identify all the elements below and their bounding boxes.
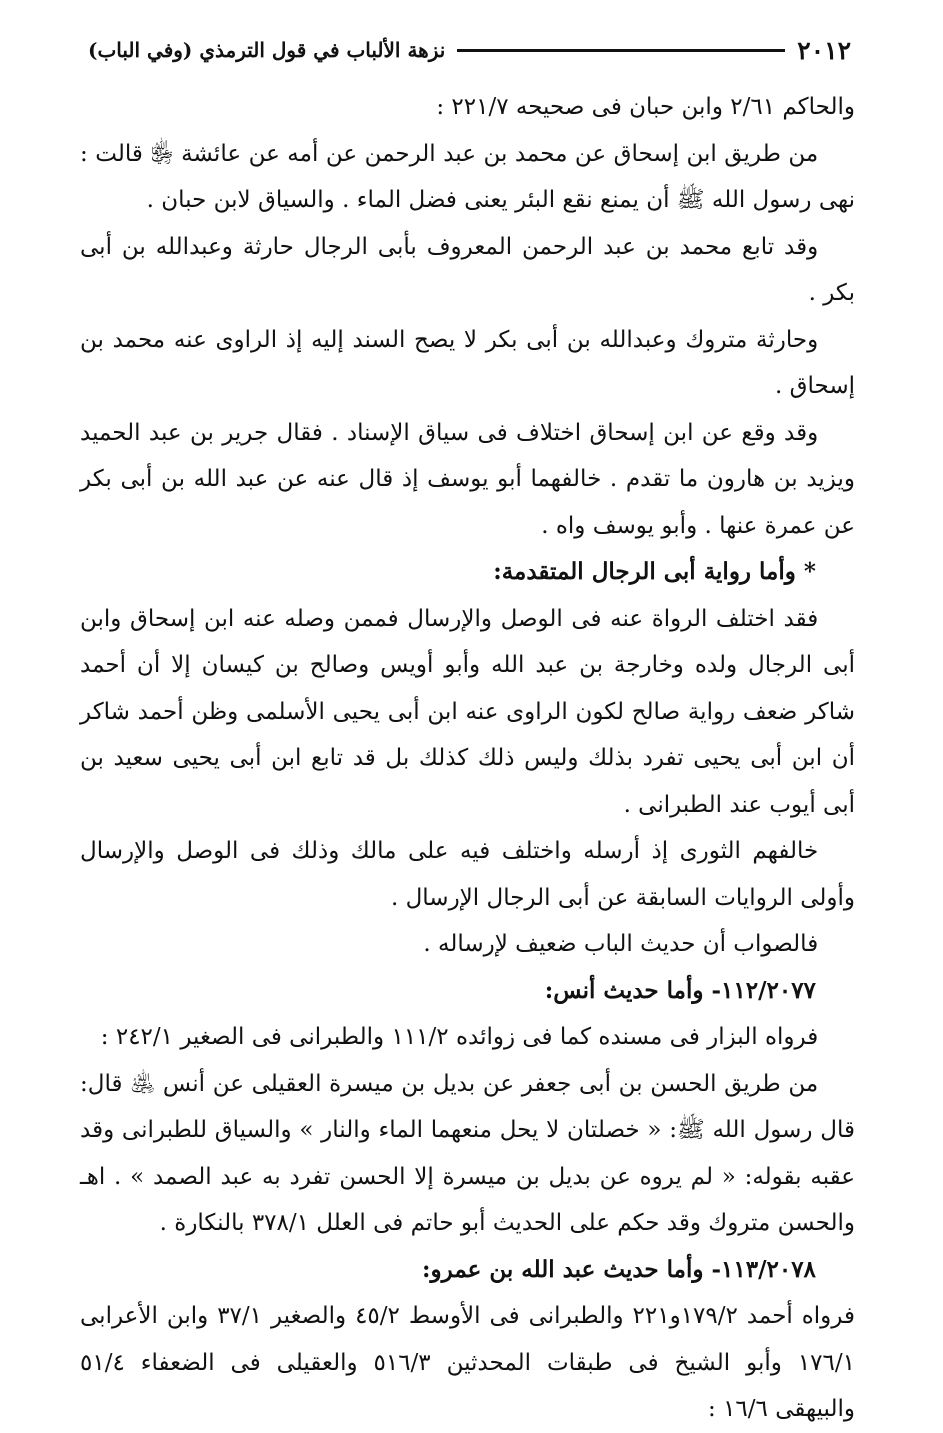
paragraph: والحاكم ٢/٦١ وابن حبان فى صحيحه ٢٢١/٧ : [436, 94, 855, 120]
paragraph: فرواه البزار فى مسنده كما فى زوائده ١١١/٢ والطبرانى فى الصغير ٢٤٢/١ : [100, 1024, 819, 1050]
paragraph: وقد تابع محمد بن عبد الرحمن المعروف بأبى الرجال حارثة وعبدالله بن أبى بكر . [80, 233, 855, 306]
section-heading: ١١٢/٢٠٧٧- وأما حديث أنس: [544, 976, 816, 1004]
page-number: ٢٠١٢ [797, 35, 851, 65]
paragraph: وقد وقع عن ابن إسحاق اختلاف فى سياق الإسناد . فقال جرير بن عبد الحميد ويزيد بن هارون ما تقدم . خالفهما أبو يوسف إذ قال عنه عن عبد الله بن أبى بكر عن عمرة عنها . وأبو يوسف واه . [80, 419, 855, 539]
body-text [80, 84, 855, 1433]
paragraph: وحارثة متروك وعبدالله بن أبى بكر لا يصح السند إليه إذ الراوى عنه محمد بن إسحاق . [80, 326, 855, 399]
paragraph: فالصواب أن حديث الباب ضعيف لإرساله . [423, 931, 819, 957]
page-header [88, 30, 851, 70]
running-title: نزهة الألباب في قول الترمذي (وفي الباب) [88, 38, 446, 62]
paragraph: من طريق ابن إسحاق عن محمد بن عبد الرحمن عن أمه عن عائشة ﵂ قالت : نهى رسول الله ﷺ أن يمنع نقع البئر يعنى فضل الماء . والسياق لابن حبان . [80, 140, 855, 213]
section-heading: ١١٣/٢٠٧٨- وأما حديث عبد الله بن عمرو: [422, 1255, 816, 1283]
header-rule [457, 49, 785, 52]
paragraph: خالفهم الثورى إذ أرسله واختلف فيه على مالك وذلك فى الوصل والإرسال وأولى الروايات السابقة عن أبى الرجال الإرسال . [80, 838, 855, 911]
section-heading: * وأما رواية أبى الرجال المتقدمة: [493, 558, 816, 585]
paragraph: فقد اختلف الرواة عنه فى الوصل والإرسال فممن وصله عنه ابن إسحاق وابن أبى الرجال ولده وخارجة بن عبد الله وأبو أويس وصالح بن كيسان إلا أن أحمد شاكر ضعف رواية صالح لكون الراوى عنه ابن أبى يحيى الأسلمى وظن أحمد شاكر أن ابن أبى يحيى تفرد بذلك وليس ذلك كذلك بل قد تابع ابن أبى يحيى سعيد بن أبى أيوب عند الطبرانى . [80, 605, 855, 818]
paragraph: فرواه أحمد ١٧٩/٢و٢٢١ والطبرانى فى الأوسط ٤٥/٢ والصغير ٣٧/١ وابن الأعرابى ١٧٦/١ وأبو الشيخ فى طبقات المحدثين ٥١٦/٣ والعقيلى فى الضعفاء ٥١/٤ والبيهقى ١٦/٦ : [80, 1303, 855, 1422]
paragraph: من طريق الحسن بن أبى جعفر عن بديل بن ميسرة العقيلى عن أنس ﵁ قال: قال رسول الله ﷺ: « خصلتان لا يحل منعهما الماء والنار » والسياق للطبرانى وقد عقبه بقوله: « لم يروه عن بديل بن ميسرة إلا الحسن تفرد به عبد الصمد » . اهـ والحسن متروك وقد حكم على الحديث أبو حاتم فى العلل ٣٧٨/١ بالنكارة . [80, 1070, 855, 1236]
